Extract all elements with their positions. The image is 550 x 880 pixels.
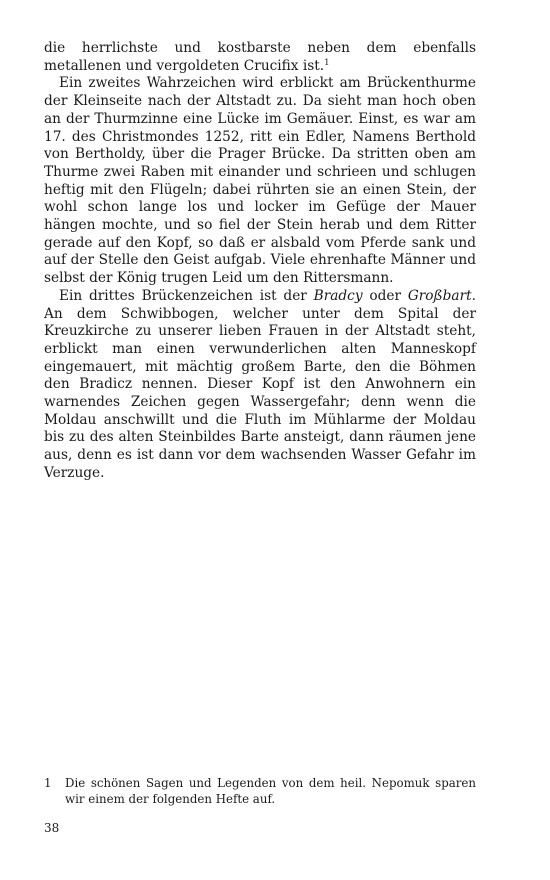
paragraph-1-text: die herrlichste und kostbarste neben dem ebenfalls metallenen und vergoldeten Crucifix ist. — [44, 40, 476, 74]
footnote — [44, 776, 476, 807]
footnote-number: 1 — [44, 776, 52, 790]
paragraph-3-lead: Ein drittes Brückenzeichen ist der — [59, 287, 314, 304]
paragraph-2-text: Ein zweites Wahrzeichen wird erblickt am Brückenthurme der Kleinseite nach der Altstadt zu. Da sieht man hoch oben an der Thurmzinne eine Lücke im Gemäuer. Einst, es war am 17. des Christmondes 1252, ritt ein Edler, Namens Berthold von Bertholdy, über die Prager Brücke. Da stritten oben am Thurme zwei Raben mit einander und schrieen und schlugen heftig mit den Flügeln; dabei rührten sie an einen Stein, der wohl schon lange los und locker im Gefüge der Mauer hängen mochte, und so fiel der Stein herab und dem Ritter gerade auf den Kopf, so daß er alsbald vom Pferde sank und auf der Stelle den Geist aufgab. Viele ehrenhafte Männer und selbst der König trugen Leid um den Rittersmann. — [44, 75, 476, 287]
name-grossbart: Großbart — [407, 287, 472, 304]
paragraph-3-mid: oder — [362, 287, 408, 304]
footnote-text: Die schönen Sagen und Legenden von dem heil. Nepomuk sparen wir einem der folgenden Hefte auf. — [65, 776, 476, 806]
name-bradcy: Bradcy — [313, 287, 363, 304]
footnote-reference: 1 — [324, 57, 330, 68]
paragraph-3-rest: . An dem Schwibbogen, welcher unter dem Spital der Kreuzkirche zu unserer lieben Frauen in der Altstadt steht, erblickt man einen verwunderlichen alten Manneskopf eingemauert, mit mächtig großem Barte, den die Böhmen den Bradicz nennen. Dieser Kopf ist den Anwohnern ein warnendes Zeichen gegen Wassergefahr; denn wenn die Moldau anschwillt und die Fluth im Mühlarme der Moldau bis zu des alten Steinbildes Barte ansteigt, dann räumen jene aus, denn es ist dann vor dem wachsenden Wasser Gefahr im Verzuge. — [44, 287, 476, 481]
page-number: 38 — [44, 821, 60, 835]
page-body — [44, 40, 476, 483]
paragraph-1 — [44, 40, 476, 75]
paragraph-2 — [44, 75, 476, 287]
paragraph-3 — [44, 288, 476, 483]
